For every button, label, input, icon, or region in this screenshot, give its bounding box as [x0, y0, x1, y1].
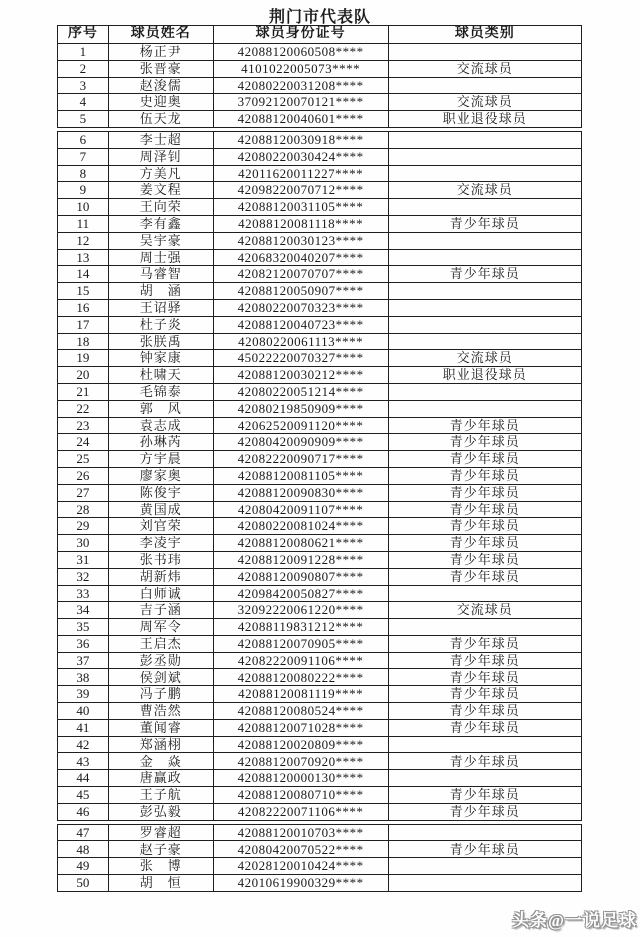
player-category-cell [388, 875, 581, 892]
player-category-cell: 青少年球员 [388, 803, 581, 820]
player-category-cell: 青少年球员 [388, 635, 581, 652]
player-id-cell: 42011620011227**** [213, 165, 388, 182]
row-number-cell: 33 [58, 585, 109, 602]
table-row [58, 316, 582, 333]
player-category-cell [388, 44, 581, 61]
player-category-cell: 青少年球员 [388, 451, 581, 468]
player-name-cell: 赵子豪 [108, 841, 213, 858]
row-number-cell: 12 [58, 232, 109, 249]
player-category-cell [388, 249, 581, 266]
player-category-cell: 青少年球员 [388, 686, 581, 703]
row-number-cell: 47 [58, 824, 109, 841]
player-id-cell: 42088120060508**** [213, 44, 388, 61]
row-number-cell: 16 [58, 299, 109, 316]
row-number-cell: 50 [58, 875, 109, 892]
column-header-player-name-cell: 球员姓名 [108, 26, 213, 44]
table-row [58, 803, 582, 820]
player-name-cell: 唐赢政 [108, 770, 213, 787]
row-number-cell: 34 [58, 602, 109, 619]
table-row [58, 400, 582, 417]
player-name-cell: 张书玮 [108, 551, 213, 568]
row-number-cell: 6 [58, 131, 109, 148]
player-id-cell: 42080220081024**** [213, 518, 388, 535]
player-name-cell: 胡 恒 [108, 875, 213, 892]
player-category-cell [388, 770, 581, 787]
table-row [58, 417, 582, 434]
row-number-cell: 46 [58, 803, 109, 820]
table-row [58, 686, 582, 703]
table-row [58, 787, 582, 804]
player-category-cell: 青少年球员 [388, 753, 581, 770]
table-row [58, 111, 582, 128]
table-row [58, 719, 582, 736]
row-number-cell: 28 [58, 501, 109, 518]
table-row [58, 283, 582, 300]
table-row [58, 165, 582, 182]
player-name-cell: 杜子炎 [108, 316, 213, 333]
player-name-cell: 张晋豪 [108, 60, 213, 77]
row-number-cell: 31 [58, 551, 109, 568]
player-id-cell: 42088120091228**** [213, 551, 388, 568]
player-id-cell: 42088119831212**** [213, 619, 388, 636]
row-number-cell: 1 [58, 44, 109, 61]
player-name-cell: 彭丞勋 [108, 652, 213, 669]
player-name-cell: 王向荣 [108, 199, 213, 216]
table-row [58, 824, 582, 841]
player-id-cell: 42080220061113**** [213, 333, 388, 350]
row-number-cell: 2 [58, 60, 109, 77]
row-number-cell: 30 [58, 535, 109, 552]
player-category-cell: 交流球员 [388, 350, 581, 367]
player-id-cell: 42082220090717**** [213, 451, 388, 468]
player-category-cell: 青少年球员 [388, 669, 581, 686]
player-name-cell: 方美凡 [108, 165, 213, 182]
player-category-cell: 青少年球员 [388, 719, 581, 736]
roster-table-segment-3 [57, 824, 582, 892]
player-category-cell: 青少年球员 [388, 467, 581, 484]
column-header-player-category-cell: 球员类别 [388, 26, 581, 44]
row-number-cell: 22 [58, 400, 109, 417]
player-name-cell: 王诏驿 [108, 299, 213, 316]
row-number-cell: 15 [58, 283, 109, 300]
player-category-cell [388, 283, 581, 300]
table-row [58, 249, 582, 266]
table-row [58, 635, 582, 652]
row-number-cell: 10 [58, 199, 109, 216]
player-name-cell: 史迎奥 [108, 94, 213, 111]
player-category-cell: 青少年球员 [388, 568, 581, 585]
player-id-cell: 42098420050827**** [213, 585, 388, 602]
player-category-cell: 交流球员 [388, 602, 581, 619]
player-name-cell: 吴宇豪 [108, 232, 213, 249]
player-name-cell: 陈俊宇 [108, 484, 213, 501]
row-number-cell: 26 [58, 467, 109, 484]
player-id-cell: 42088120040723**** [213, 316, 388, 333]
player-name-cell: 刘官荣 [108, 518, 213, 535]
table-row [58, 333, 582, 350]
row-number-cell: 24 [58, 434, 109, 451]
row-number-cell: 9 [58, 182, 109, 199]
player-category-cell [388, 299, 581, 316]
player-name-cell: 冯子鹏 [108, 686, 213, 703]
table-row [58, 299, 582, 316]
row-number-cell: 11 [58, 215, 109, 232]
player-id-cell: 42062520091120**** [213, 417, 388, 434]
table-row [58, 94, 582, 111]
player-name-cell: 周士强 [108, 249, 213, 266]
table-row [58, 770, 582, 787]
player-id-cell: 42088120030918**** [213, 131, 388, 148]
table-row [58, 199, 582, 216]
player-category-cell: 青少年球员 [388, 417, 581, 434]
player-name-cell: 郑涵栩 [108, 736, 213, 753]
player-category-cell: 青少年球员 [388, 703, 581, 720]
table-row [58, 518, 582, 535]
player-name-cell: 杨正尹 [108, 44, 213, 61]
player-category-cell: 青少年球员 [388, 841, 581, 858]
player-name-cell: 董闻睿 [108, 719, 213, 736]
row-number-cell: 36 [58, 635, 109, 652]
player-category-cell [388, 858, 581, 875]
player-id-cell: 42088120081105**** [213, 467, 388, 484]
player-category-cell [388, 316, 581, 333]
player-category-cell [388, 165, 581, 182]
player-id-cell: 42082120070707**** [213, 266, 388, 283]
row-number-cell: 20 [58, 367, 109, 384]
player-id-cell: 42088120080524**** [213, 703, 388, 720]
player-id-cell: 42088120080222**** [213, 669, 388, 686]
player-name-cell: 胡 涵 [108, 283, 213, 300]
player-id-cell: 45022220070327**** [213, 350, 388, 367]
player-category-cell [388, 199, 581, 216]
table-row [58, 535, 582, 552]
player-name-cell: 黄国成 [108, 501, 213, 518]
player-id-cell: 42088120070905**** [213, 635, 388, 652]
player-id-cell: 42080420090909**** [213, 434, 388, 451]
column-header-row-number-cell: 序号 [58, 26, 109, 44]
player-name-cell: 王子航 [108, 787, 213, 804]
player-category-cell [388, 77, 581, 94]
player-category-cell: 交流球员 [388, 94, 581, 111]
player-name-cell: 伍天龙 [108, 111, 213, 128]
player-id-cell: 42088120081118**** [213, 215, 388, 232]
player-category-cell: 职业退役球员 [388, 111, 581, 128]
table-row [58, 77, 582, 94]
table-row [58, 585, 582, 602]
player-name-cell: 周军令 [108, 619, 213, 636]
player-category-cell: 青少年球员 [388, 501, 581, 518]
row-number-cell: 21 [58, 383, 109, 400]
player-name-cell: 马睿智 [108, 266, 213, 283]
player-category-cell: 青少年球员 [388, 551, 581, 568]
player-id-cell: 42088120080710**** [213, 787, 388, 804]
row-number-cell: 17 [58, 316, 109, 333]
player-name-cell: 方宇晨 [108, 451, 213, 468]
player-name-cell: 彭弘毅 [108, 803, 213, 820]
row-number-cell: 48 [58, 841, 109, 858]
table-row [58, 484, 582, 501]
row-number-cell: 4 [58, 94, 109, 111]
player-name-cell: 吉子涵 [108, 602, 213, 619]
player-id-cell: 42088120040601**** [213, 111, 388, 128]
player-name-cell: 罗睿超 [108, 824, 213, 841]
player-name-cell: 侯剑斌 [108, 669, 213, 686]
player-category-cell [388, 232, 581, 249]
player-id-cell: 42088120080621**** [213, 535, 388, 552]
player-name-cell: 周泽钊 [108, 148, 213, 165]
player-id-cell: 4101022005073**** [213, 60, 388, 77]
player-id-cell: 42098220070712**** [213, 182, 388, 199]
table-row [58, 703, 582, 720]
player-id-cell: 42080220051214**** [213, 383, 388, 400]
row-number-cell: 40 [58, 703, 109, 720]
row-number-cell: 29 [58, 518, 109, 535]
player-category-cell: 交流球员 [388, 182, 581, 199]
row-number-cell: 35 [58, 619, 109, 636]
player-id-cell: 42088120000130**** [213, 770, 388, 787]
player-category-cell: 青少年球员 [388, 518, 581, 535]
player-name-cell: 姜文程 [108, 182, 213, 199]
table-row [58, 551, 582, 568]
player-category-cell: 职业退役球员 [388, 367, 581, 384]
player-category-cell: 青少年球员 [388, 652, 581, 669]
row-number-cell: 43 [58, 753, 109, 770]
player-name-cell: 张 博 [108, 858, 213, 875]
player-category-cell [388, 131, 581, 148]
table-row [58, 753, 582, 770]
table-row [58, 232, 582, 249]
player-name-cell: 杜啸天 [108, 367, 213, 384]
player-category-cell [388, 824, 581, 841]
roster-table-segment-1 [57, 25, 582, 128]
table-row [58, 652, 582, 669]
player-id-cell: 42088120030123**** [213, 232, 388, 249]
table-row [58, 148, 582, 165]
row-number-cell: 42 [58, 736, 109, 753]
player-name-cell: 袁志成 [108, 417, 213, 434]
player-id-cell: 42080220070323**** [213, 299, 388, 316]
player-category-cell: 青少年球员 [388, 434, 581, 451]
player-id-cell: 42088120070920**** [213, 753, 388, 770]
table-row [58, 858, 582, 875]
player-name-cell: 曹浩然 [108, 703, 213, 720]
row-number-cell: 8 [58, 165, 109, 182]
player-id-cell: 42088120071028**** [213, 719, 388, 736]
player-category-cell [388, 333, 581, 350]
table-row [58, 60, 582, 77]
row-number-cell: 39 [58, 686, 109, 703]
row-number-cell: 25 [58, 451, 109, 468]
player-id-cell: 42080220031208**** [213, 77, 388, 94]
row-number-cell: 44 [58, 770, 109, 787]
table-row [58, 669, 582, 686]
player-category-cell: 青少年球员 [388, 535, 581, 552]
watermark-text: 头条@一说足球 [512, 911, 637, 930]
player-id-cell: 42088120030212**** [213, 367, 388, 384]
player-category-cell [388, 736, 581, 753]
player-id-cell: 42088120031105**** [213, 199, 388, 216]
player-name-cell: 王启杰 [108, 635, 213, 652]
player-category-cell: 青少年球员 [388, 787, 581, 804]
player-name-cell: 李凌宇 [108, 535, 213, 552]
player-id-cell: 42088120050907**** [213, 283, 388, 300]
player-id-cell: 42082220071106**** [213, 803, 388, 820]
table-row [58, 736, 582, 753]
table-row [58, 875, 582, 892]
player-id-cell: 42088120090807**** [213, 568, 388, 585]
player-name-cell: 郭 风 [108, 400, 213, 417]
roster-table-container [57, 25, 582, 895]
row-number-cell: 41 [58, 719, 109, 736]
page-title: 荆门市代表队 [268, 9, 371, 26]
row-number-cell: 13 [58, 249, 109, 266]
player-id-cell: 37092120070121**** [213, 94, 388, 111]
player-id-cell: 42088120020809**** [213, 736, 388, 753]
header-row [58, 26, 582, 44]
player-name-cell: 廖家奥 [108, 467, 213, 484]
player-name-cell: 毛锦泰 [108, 383, 213, 400]
row-number-cell: 38 [58, 669, 109, 686]
player-name-cell: 赵浚儒 [108, 77, 213, 94]
player-name-cell: 金 焱 [108, 753, 213, 770]
player-name-cell: 白师诚 [108, 585, 213, 602]
player-id-cell: 42080219850909**** [213, 400, 388, 417]
row-number-cell: 3 [58, 77, 109, 94]
row-number-cell: 49 [58, 858, 109, 875]
table-row [58, 44, 582, 61]
player-category-cell [388, 148, 581, 165]
table-row [58, 434, 582, 451]
player-name-cell: 李士超 [108, 131, 213, 148]
player-id-cell: 42082220091106**** [213, 652, 388, 669]
player-name-cell: 胡新炜 [108, 568, 213, 585]
table-row [58, 501, 582, 518]
row-number-cell: 19 [58, 350, 109, 367]
table-row [58, 182, 582, 199]
player-name-cell: 张朕禹 [108, 333, 213, 350]
player-id-cell: 42080220030424**** [213, 148, 388, 165]
row-number-cell: 23 [58, 417, 109, 434]
row-number-cell: 45 [58, 787, 109, 804]
row-number-cell: 14 [58, 266, 109, 283]
player-category-cell [388, 619, 581, 636]
row-number-cell: 32 [58, 568, 109, 585]
column-header-player-id-cell: 球员身份证号 [213, 26, 388, 44]
player-name-cell: 李有鑫 [108, 215, 213, 232]
player-id-cell: 42080420070522**** [213, 841, 388, 858]
table-row [58, 131, 582, 148]
player-id-cell: 42088120081119**** [213, 686, 388, 703]
player-category-cell [388, 383, 581, 400]
player-category-cell [388, 585, 581, 602]
table-row [58, 602, 582, 619]
table-row [58, 215, 582, 232]
table-row [58, 367, 582, 384]
player-id-cell: 42010619900329**** [213, 875, 388, 892]
table-row [58, 451, 582, 468]
player-id-cell: 32092220061220**** [213, 602, 388, 619]
row-number-cell: 5 [58, 111, 109, 128]
player-category-cell: 青少年球员 [388, 266, 581, 283]
roster-table-segment-2 [57, 131, 582, 821]
player-category-cell: 交流球员 [388, 60, 581, 77]
player-category-cell: 青少年球员 [388, 215, 581, 232]
row-number-cell: 37 [58, 652, 109, 669]
row-number-cell: 7 [58, 148, 109, 165]
table-row [58, 383, 582, 400]
player-id-cell: 42068320040207**** [213, 249, 388, 266]
player-id-cell: 42088120010703**** [213, 824, 388, 841]
player-id-cell: 42028120010424**** [213, 858, 388, 875]
player-category-cell: 青少年球员 [388, 484, 581, 501]
player-name-cell: 孙琳芮 [108, 434, 213, 451]
table-row [58, 619, 582, 636]
table-row [58, 350, 582, 367]
table-row [58, 266, 582, 283]
table-row [58, 568, 582, 585]
table-row [58, 467, 582, 484]
player-id-cell: 42088120090830**** [213, 484, 388, 501]
player-category-cell [388, 400, 581, 417]
player-id-cell: 42080420091107**** [213, 501, 388, 518]
player-name-cell: 钟家康 [108, 350, 213, 367]
row-number-cell: 18 [58, 333, 109, 350]
table-row [58, 841, 582, 858]
row-number-cell: 27 [58, 484, 109, 501]
